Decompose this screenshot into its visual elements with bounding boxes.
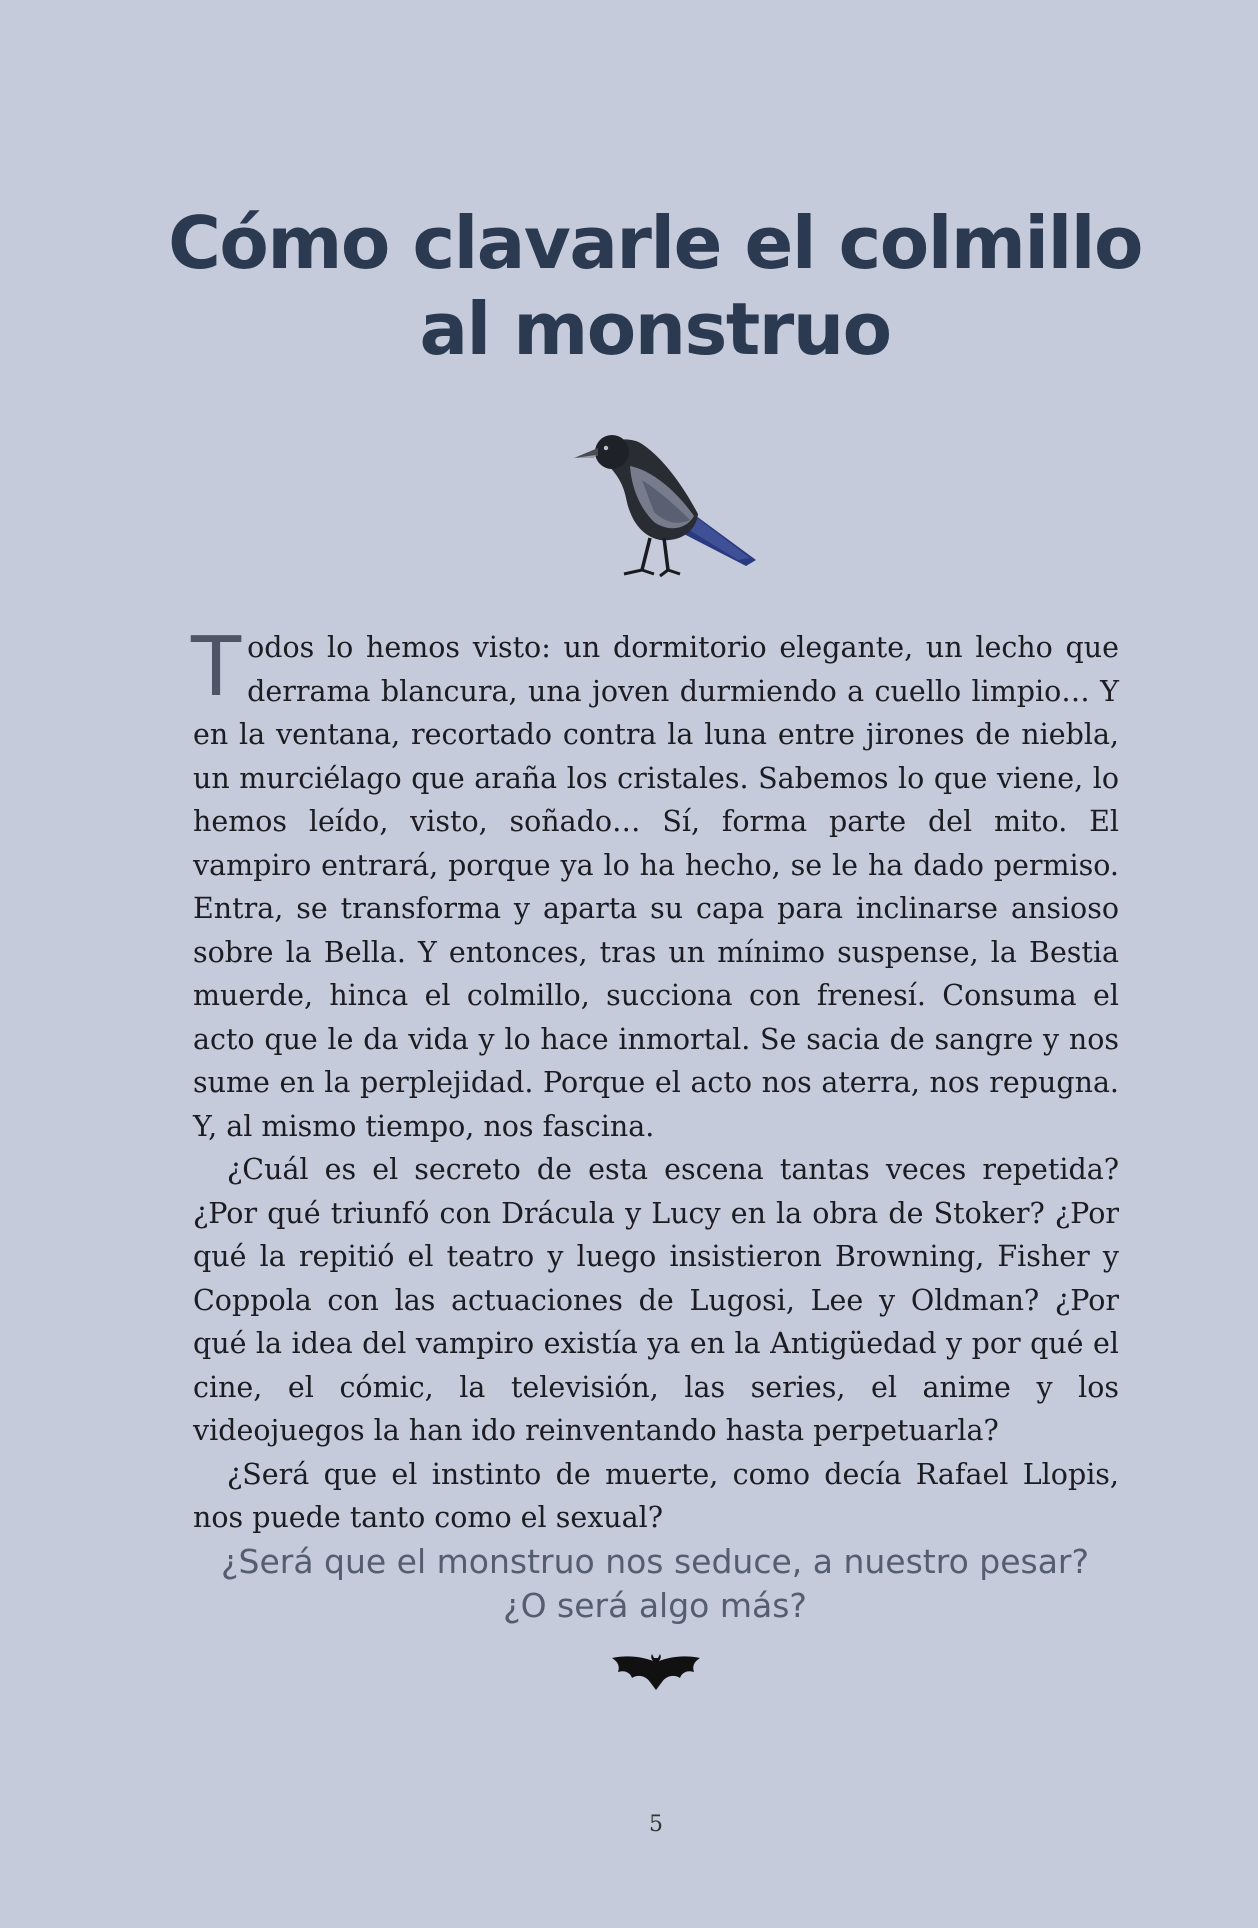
page-title — [150, 200, 1160, 372]
closing-line-1: ¿Será que el monstruo nos seduce, a nuestro pesar? — [220, 1542, 1090, 1581]
paragraph-1 — [191, 620, 1119, 1148]
paragraph-2: ¿Cuál es el secreto de esta escena tantas veces repetida? ¿Por qué triunfó con Drácula y Lucy en la obra de Stoker? ¿Por qué la repitió el teatro y luego insistieron Browning, Fisher y Coppola con las actuaciones de Lugosi, Lee y Oldman? ¿Por qué la idea del vampiro existía ya en la Antigüedad y por qué el cine, el cómic, la televisión, las series, el anime y los videojuegos la han ido reinventando hasta perpetuarla? — [193, 1153, 1119, 1447]
bat-icon — [610, 1650, 702, 1692]
body-text — [191, 620, 1119, 1540]
paragraph-3: ¿Será que el instinto de muerte, como decía Rafael Llopis, nos puede tanto como el sexual? — [193, 1457, 1119, 1534]
title-line-2: al monstruo — [419, 287, 891, 371]
dropcap: T — [191, 620, 242, 715]
paragraph-1-text: odos lo hemos visto: un dormitorio elegante, un lecho que derrama blancura, una joven durmiendo a cuello limpio… Y en la ventana, recortado contra la luna entre jirones de niebla, un murciélago que araña los cristales. Sabemos lo que viene, lo hemos leído, visto, soñado… Sí, forma parte del mito. El vampiro entrará, porque ya lo ha hecho, se le ha dado permiso. Entra, se transforma y aparta su capa para inclinarse ansioso sobre la Bella. Y entonces, tras un mínimo suspense, la Bestia muerde, hinca el colmillo, succiona con frenesí. Consuma el acto que le da vida y lo hace inmortal. Se sacia de sangre y nos sume en la perplejidad. Porque el acto nos aterra, nos repugna. Y, al mismo tiempo, nos fascina. — [193, 631, 1119, 1143]
closing-line-2: ¿O será algo más? — [503, 1586, 807, 1625]
closing-question — [150, 1540, 1160, 1628]
crow-icon — [568, 410, 768, 590]
page-number: 5 — [649, 1812, 663, 1837]
title-line-1: Cómo clavarle el colmillo — [168, 201, 1142, 285]
